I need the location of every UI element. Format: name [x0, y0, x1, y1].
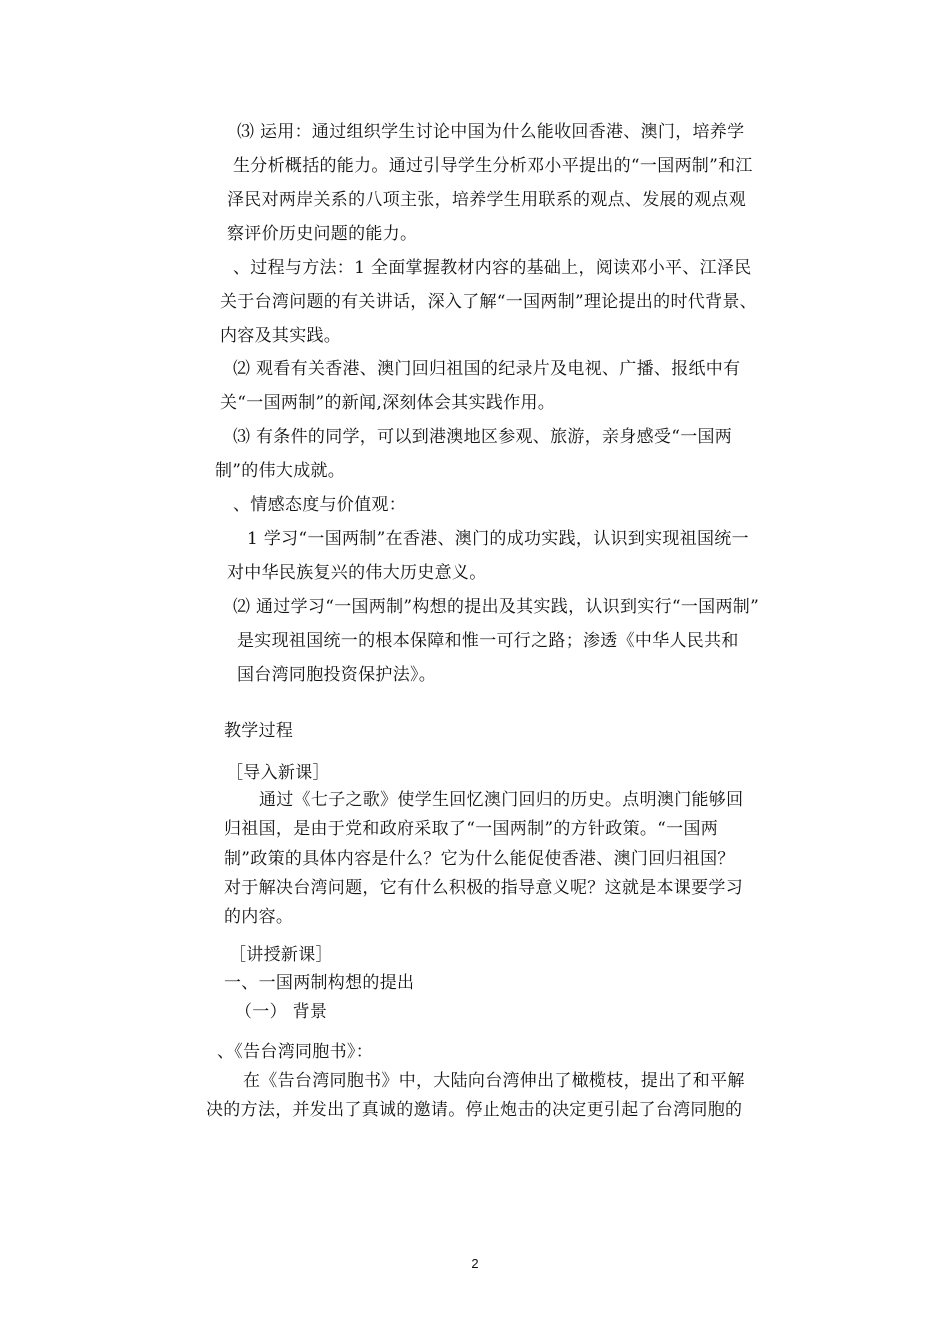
text-line: 、情感态度与价值观：: [233, 495, 406, 515]
text-line: ⑵ 通过学习“一国两制”构想的提出及其实践，认识到实行“一国两制”: [233, 597, 760, 617]
text-line: 关“一国两制”的新闻,深刻体会其实践作用。: [220, 393, 556, 413]
page-number: 2: [471, 1256, 479, 1271]
text-line: 、过程与方法：1 全面掌握教材内容的基础上，阅读邓小平、江泽民: [233, 258, 752, 278]
text-line: ⑵ 观看有关香港、澳门回归祖国的纪录片及电视、广播、报纸中有: [233, 359, 741, 379]
text-line: 国台湾同胞投资保护法》。: [237, 665, 437, 685]
text-line: 泽民对两岸关系的八项主张，培养学生用联系的观点、发展的观点观: [227, 190, 746, 210]
text-line: 在《告台湾同胞书》中，大陆向台湾伸出了橄榄枝，提出了和平解: [243, 1071, 745, 1091]
text-line: 察评价历史问题的能力。: [227, 224, 418, 244]
text-line: 关于台湾问题的有关讲话，深入了解“一国两制”理论提出的时代背景、: [220, 292, 757, 312]
text-line: 制”政策的具体内容是什么？它为什么能促使香港、澳门回归祖国？: [224, 849, 735, 869]
section-heading: ［讲授新课］: [229, 945, 333, 965]
section-heading: 、《告台湾同胞书》：: [217, 1042, 373, 1062]
section-heading: ［导入新课］: [226, 763, 330, 783]
text-line: 生分析概括的能力。通过引导学生分析邓小平提出的“一国两制”和江: [233, 156, 753, 176]
text-line: 的内容。: [224, 907, 294, 927]
text-line: 是实现祖国统一的根本保障和惟一可行之路；渗透《中华人民共和: [237, 631, 739, 651]
text-line: 通过《七子之歌》使学生回忆澳门回归的历史。点明澳门能够回: [259, 790, 744, 810]
text-line: 归祖国，是由于党和政府采取了“一国两制”的方针政策。“一国两: [224, 819, 719, 839]
section-heading: 教学过程: [224, 721, 294, 741]
text-line: 对于解决台湾问题，它有什么积极的指导意义呢？这就是本课要学习: [224, 878, 743, 898]
text-line: 制”的伟大成就。: [215, 461, 346, 481]
text-line: 1 学习“一国两制”在香港、澳门的成功实践，认识到实现祖国统一: [247, 529, 749, 549]
text-line: ⑶ 运用：通过组织学生讨论中国为什么能收回香港、澳门，培养学: [237, 122, 745, 142]
text-line: 内容及其实践。: [220, 326, 342, 346]
section-heading: （一） 背景: [235, 1002, 328, 1022]
section-heading: 一、一国两制构想的提出: [224, 973, 415, 993]
text-line: 对中华民族复兴的伟大历史意义。: [227, 563, 487, 583]
text-line: 决的方法，并发出了真诚的邀请。停止炮击的决定更引起了台湾同胞的: [206, 1100, 743, 1120]
text-line: ⑶ 有条件的同学，可以到港澳地区参观、旅游，亲身感受“一国两: [233, 427, 733, 447]
